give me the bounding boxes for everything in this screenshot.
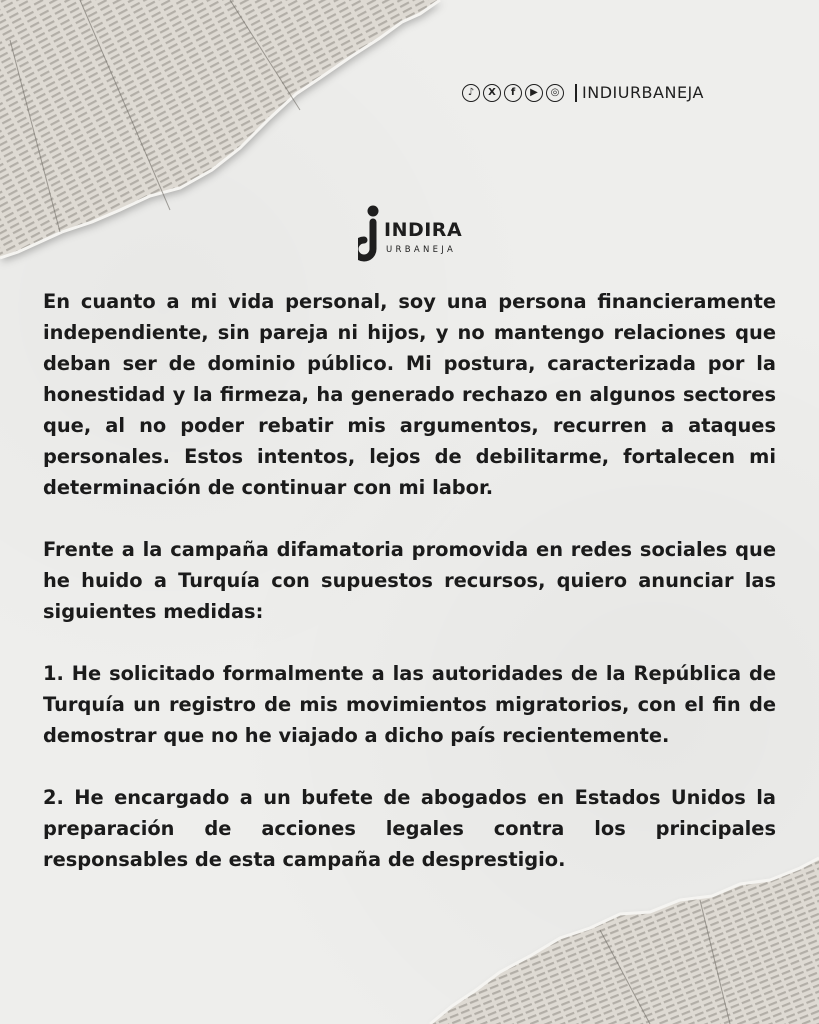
paragraph-measure-2: 2. He encargado a un bufete de abogados en Estados Unidos la preparación de acciones legales contra los principales responsables de esta campaña de desprestigio. (43, 786, 776, 871)
paragraph-personal-life: En cuanto a mi vida personal, soy una persona financieramente independiente, sin pareja ni hijos, y no mantengo relaciones que deban ser de dominio público. Mi postura, caracterizada por la honestidad y la firmeza, ha generado rechazo en algunos sectores que, al no poder rebatir mis argumentos, recurren a ataques personales. Estos intentos, lejos de debilitarme, fortalecen mi determinación de continuar con mi labor. (43, 290, 776, 499)
statement-body (43, 286, 776, 906)
youtube-icon[interactable]: ▶ (525, 84, 543, 102)
x-icon[interactable]: X (483, 84, 501, 102)
social-handle: INDIURBANEJA (575, 84, 704, 102)
logo-subtitle: URBANEJA (386, 245, 457, 255)
logo-name: INDIRA (384, 219, 463, 241)
social-media-bar (462, 82, 704, 104)
instagram-icon[interactable]: ◎ (546, 84, 564, 102)
facebook-icon[interactable]: f (504, 84, 522, 102)
logo (358, 205, 488, 267)
tiktok-icon[interactable]: ♪ (462, 84, 480, 102)
paragraph-measure-1: 1. He solicitado formalmente a las autoridades de la República de Turquía un registro de mis movimientos migratorios, con el fin de demostrar que no he viajado a dicho país recientemente. (43, 662, 776, 747)
paragraph-measures-intro: Frente a la campaña difamatoria promovida en redes sociales que he huido a Turquía con supuestos recursos, quiero anunciar las siguientes medidas: (43, 538, 776, 623)
